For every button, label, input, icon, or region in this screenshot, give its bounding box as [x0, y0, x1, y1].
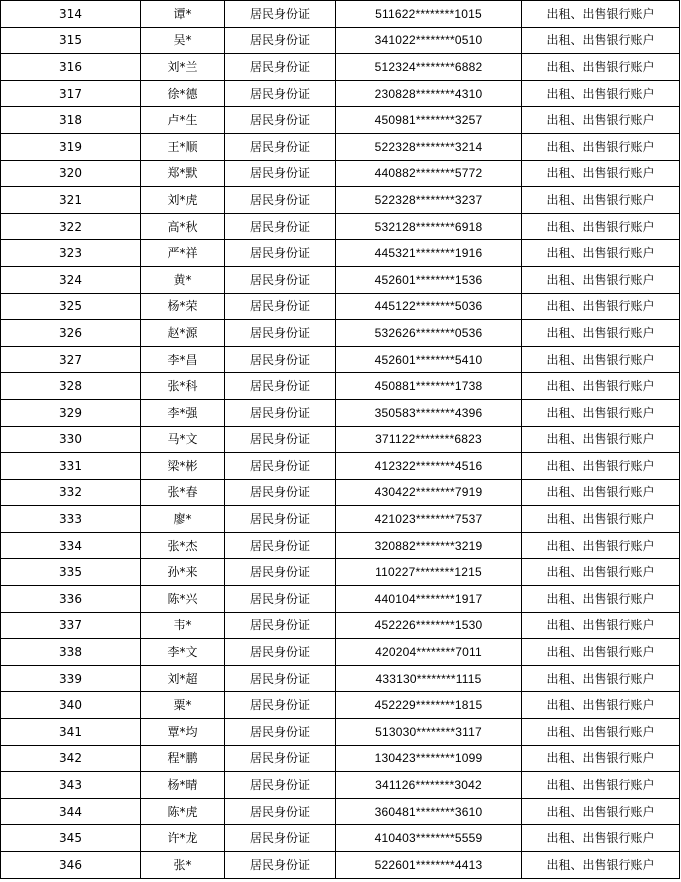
reason-cell: 出租、出售银行账户 [522, 54, 680, 81]
id-number-cell: 440882********5772 [336, 160, 522, 187]
masked-name-cell: 卢*生 [141, 107, 225, 134]
masked-name-cell: 刘*虎 [141, 187, 225, 214]
id-number-cell: 450881********1738 [336, 373, 522, 400]
id-type-cell: 居民身份证 [225, 745, 336, 772]
row-number-cell: 330 [1, 426, 141, 453]
masked-name-cell: 许*龙 [141, 825, 225, 852]
id-number-cell: 532128********6918 [336, 213, 522, 240]
row-number-cell: 338 [1, 639, 141, 666]
id-type-cell: 居民身份证 [225, 719, 336, 746]
reason-cell: 出租、出售银行账户 [522, 213, 680, 240]
row-number-cell: 339 [1, 665, 141, 692]
id-type-cell: 居民身份证 [225, 798, 336, 825]
masked-name-cell: 马*文 [141, 426, 225, 453]
id-number-cell: 522328********3214 [336, 133, 522, 160]
row-number-cell: 327 [1, 346, 141, 373]
masked-name-cell: 张* [141, 852, 225, 879]
id-number-cell: 452601********1536 [336, 266, 522, 293]
id-number-cell: 420204********7011 [336, 639, 522, 666]
masked-name-cell: 张*春 [141, 479, 225, 506]
masked-name-cell: 刘*超 [141, 665, 225, 692]
table-row [1, 745, 680, 772]
reason-cell: 出租、出售银行账户 [522, 240, 680, 267]
id-type-cell: 居民身份证 [225, 1, 336, 28]
table-row [1, 240, 680, 267]
id-number-cell: 452601********5410 [336, 346, 522, 373]
masked-name-cell: 黄* [141, 266, 225, 293]
id-number-cell: 230828********4310 [336, 80, 522, 107]
row-number-cell: 332 [1, 479, 141, 506]
masked-name-cell: 陈*兴 [141, 586, 225, 613]
id-type-cell: 居民身份证 [225, 80, 336, 107]
table-row [1, 213, 680, 240]
id-number-cell: 130423********1099 [336, 745, 522, 772]
table-row [1, 692, 680, 719]
reason-cell: 出租、出售银行账户 [522, 266, 680, 293]
reason-cell: 出租、出售银行账户 [522, 612, 680, 639]
id-type-cell: 居民身份证 [225, 825, 336, 852]
table-row [1, 80, 680, 107]
row-number-cell: 344 [1, 798, 141, 825]
row-number-cell: 333 [1, 506, 141, 533]
reason-cell: 出租、出售银行账户 [522, 532, 680, 559]
masked-name-cell: 赵*源 [141, 320, 225, 347]
id-number-cell: 452229********1815 [336, 692, 522, 719]
reason-cell: 出租、出售银行账户 [522, 27, 680, 54]
id-type-cell: 居民身份证 [225, 160, 336, 187]
id-number-cell: 341126********3042 [336, 772, 522, 799]
table-row [1, 665, 680, 692]
table-row [1, 133, 680, 160]
table-row [1, 160, 680, 187]
reason-cell: 出租、出售银行账户 [522, 559, 680, 586]
masked-name-cell: 刘*兰 [141, 54, 225, 81]
table-row [1, 825, 680, 852]
table-row [1, 54, 680, 81]
id-number-cell: 512324********6882 [336, 54, 522, 81]
masked-name-cell: 李*昌 [141, 346, 225, 373]
id-type-cell: 居民身份证 [225, 612, 336, 639]
table-row [1, 852, 680, 879]
reason-cell: 出租、出售银行账户 [522, 80, 680, 107]
id-number-cell: 522328********3237 [336, 187, 522, 214]
row-number-cell: 340 [1, 692, 141, 719]
id-number-cell: 421023********7537 [336, 506, 522, 533]
id-type-cell: 居民身份证 [225, 586, 336, 613]
id-type-cell: 居民身份证 [225, 453, 336, 480]
masked-name-cell: 韦* [141, 612, 225, 639]
row-number-cell: 320 [1, 160, 141, 187]
row-number-cell: 334 [1, 532, 141, 559]
reason-cell: 出租、出售银行账户 [522, 479, 680, 506]
id-type-cell: 居民身份证 [225, 479, 336, 506]
row-number-cell: 341 [1, 719, 141, 746]
row-number-cell: 345 [1, 825, 141, 852]
id-number-cell: 522601********4413 [336, 852, 522, 879]
reason-cell: 出租、出售银行账户 [522, 293, 680, 320]
row-number-cell: 321 [1, 187, 141, 214]
table-row [1, 373, 680, 400]
id-number-cell: 433130********1115 [336, 665, 522, 692]
id-type-cell: 居民身份证 [225, 852, 336, 879]
id-type-cell: 居民身份证 [225, 54, 336, 81]
id-type-cell: 居民身份证 [225, 532, 336, 559]
reason-cell: 出租、出售银行账户 [522, 586, 680, 613]
row-number-cell: 315 [1, 27, 141, 54]
row-number-cell: 318 [1, 107, 141, 134]
id-type-cell: 居民身份证 [225, 107, 336, 134]
table-row [1, 293, 680, 320]
id-type-cell: 居民身份证 [225, 692, 336, 719]
reason-cell: 出租、出售银行账户 [522, 745, 680, 772]
reason-cell: 出租、出售银行账户 [522, 665, 680, 692]
reason-cell: 出租、出售银行账户 [522, 506, 680, 533]
masked-name-cell: 陈*虎 [141, 798, 225, 825]
table-row [1, 798, 680, 825]
masked-name-cell: 孙*来 [141, 559, 225, 586]
table-row [1, 612, 680, 639]
id-type-cell: 居民身份证 [225, 665, 336, 692]
reason-cell: 出租、出售银行账户 [522, 692, 680, 719]
id-type-cell: 居民身份证 [225, 426, 336, 453]
row-number-cell: 342 [1, 745, 141, 772]
masked-name-cell: 张*科 [141, 373, 225, 400]
table-row [1, 399, 680, 426]
id-type-cell: 居民身份证 [225, 213, 336, 240]
row-number-cell: 314 [1, 1, 141, 28]
id-type-cell: 居民身份证 [225, 559, 336, 586]
row-number-cell: 323 [1, 240, 141, 267]
id-number-cell: 360481********3610 [336, 798, 522, 825]
row-number-cell: 329 [1, 399, 141, 426]
table-row [1, 719, 680, 746]
reason-cell: 出租、出售银行账户 [522, 719, 680, 746]
reason-cell: 出租、出售银行账户 [522, 320, 680, 347]
reason-cell: 出租、出售银行账户 [522, 453, 680, 480]
table-row [1, 107, 680, 134]
masked-name-cell: 郑*默 [141, 160, 225, 187]
id-number-cell: 430422********7919 [336, 479, 522, 506]
id-number-cell: 440104********1917 [336, 586, 522, 613]
masked-name-cell: 李*强 [141, 399, 225, 426]
id-type-cell: 居民身份证 [225, 293, 336, 320]
id-type-cell: 居民身份证 [225, 266, 336, 293]
table-row [1, 453, 680, 480]
reason-cell: 出租、出售银行账户 [522, 133, 680, 160]
row-number-cell: 336 [1, 586, 141, 613]
masked-name-cell: 谭* [141, 1, 225, 28]
masked-name-cell: 粟* [141, 692, 225, 719]
row-number-cell: 331 [1, 453, 141, 480]
row-number-cell: 346 [1, 852, 141, 879]
reason-cell: 出租、出售银行账户 [522, 399, 680, 426]
table-row [1, 426, 680, 453]
masked-name-cell: 杨*晴 [141, 772, 225, 799]
id-number-cell: 511622********1015 [336, 1, 522, 28]
reason-cell: 出租、出售银行账户 [522, 160, 680, 187]
reason-cell: 出租、出售银行账户 [522, 852, 680, 879]
table-row [1, 532, 680, 559]
row-number-cell: 317 [1, 80, 141, 107]
reason-cell: 出租、出售银行账户 [522, 346, 680, 373]
id-type-cell: 居民身份证 [225, 373, 336, 400]
table-row [1, 639, 680, 666]
id-number-cell: 412322********4516 [336, 453, 522, 480]
row-number-cell: 322 [1, 213, 141, 240]
table-row [1, 266, 680, 293]
id-type-cell: 居民身份证 [225, 133, 336, 160]
row-number-cell: 324 [1, 266, 141, 293]
table-row [1, 506, 680, 533]
id-type-cell: 居民身份证 [225, 187, 336, 214]
masked-name-cell: 严*祥 [141, 240, 225, 267]
id-number-cell: 513030********3117 [336, 719, 522, 746]
masked-name-cell: 覃*均 [141, 719, 225, 746]
table-row [1, 346, 680, 373]
id-type-cell: 居民身份证 [225, 772, 336, 799]
id-type-cell: 居民身份证 [225, 27, 336, 54]
masked-name-cell: 徐*德 [141, 80, 225, 107]
id-type-cell: 居民身份证 [225, 346, 336, 373]
id-number-cell: 371122********6823 [336, 426, 522, 453]
row-number-cell: 328 [1, 373, 141, 400]
reason-cell: 出租、出售银行账户 [522, 825, 680, 852]
masked-name-cell: 吴* [141, 27, 225, 54]
masked-name-cell: 李*文 [141, 639, 225, 666]
id-number-cell: 341022********0510 [336, 27, 522, 54]
row-number-cell: 335 [1, 559, 141, 586]
id-number-cell: 110227********1215 [336, 559, 522, 586]
reason-cell: 出租、出售银行账户 [522, 373, 680, 400]
masked-name-cell: 梁*彬 [141, 453, 225, 480]
table-row [1, 772, 680, 799]
reason-cell: 出租、出售银行账户 [522, 187, 680, 214]
table-row [1, 479, 680, 506]
masked-name-cell: 程*鹏 [141, 745, 225, 772]
masked-name-cell: 王*顺 [141, 133, 225, 160]
row-number-cell: 337 [1, 612, 141, 639]
table-row [1, 559, 680, 586]
row-number-cell: 325 [1, 293, 141, 320]
id-number-cell: 445122********5036 [336, 293, 522, 320]
row-number-cell: 343 [1, 772, 141, 799]
masked-name-cell: 高*秋 [141, 213, 225, 240]
id-type-cell: 居民身份证 [225, 240, 336, 267]
masked-name-cell: 廖* [141, 506, 225, 533]
reason-cell: 出租、出售银行账户 [522, 107, 680, 134]
id-number-cell: 350583********4396 [336, 399, 522, 426]
table-body [1, 1, 680, 879]
table-row [1, 187, 680, 214]
id-number-cell: 532626********0536 [336, 320, 522, 347]
table-row [1, 586, 680, 613]
masked-name-cell: 杨*荣 [141, 293, 225, 320]
table-row [1, 27, 680, 54]
masked-name-cell: 张*杰 [141, 532, 225, 559]
id-number-cell: 410403********5559 [336, 825, 522, 852]
id-type-cell: 居民身份证 [225, 320, 336, 347]
row-number-cell: 316 [1, 54, 141, 81]
id-type-cell: 居民身份证 [225, 399, 336, 426]
reason-cell: 出租、出售银行账户 [522, 639, 680, 666]
id-number-cell: 450981********3257 [336, 107, 522, 134]
reason-cell: 出租、出售银行账户 [522, 798, 680, 825]
id-number-cell: 445321********1916 [336, 240, 522, 267]
reason-cell: 出租、出售银行账户 [522, 772, 680, 799]
id-type-cell: 居民身份证 [225, 506, 336, 533]
id-number-cell: 320882********3219 [336, 532, 522, 559]
table-row [1, 1, 680, 28]
reason-cell: 出租、出售银行账户 [522, 1, 680, 28]
reason-cell: 出租、出售银行账户 [522, 426, 680, 453]
row-number-cell: 319 [1, 133, 141, 160]
table-row [1, 320, 680, 347]
id-number-cell: 452226********1530 [336, 612, 522, 639]
row-number-cell: 326 [1, 320, 141, 347]
id-type-cell: 居民身份证 [225, 639, 336, 666]
